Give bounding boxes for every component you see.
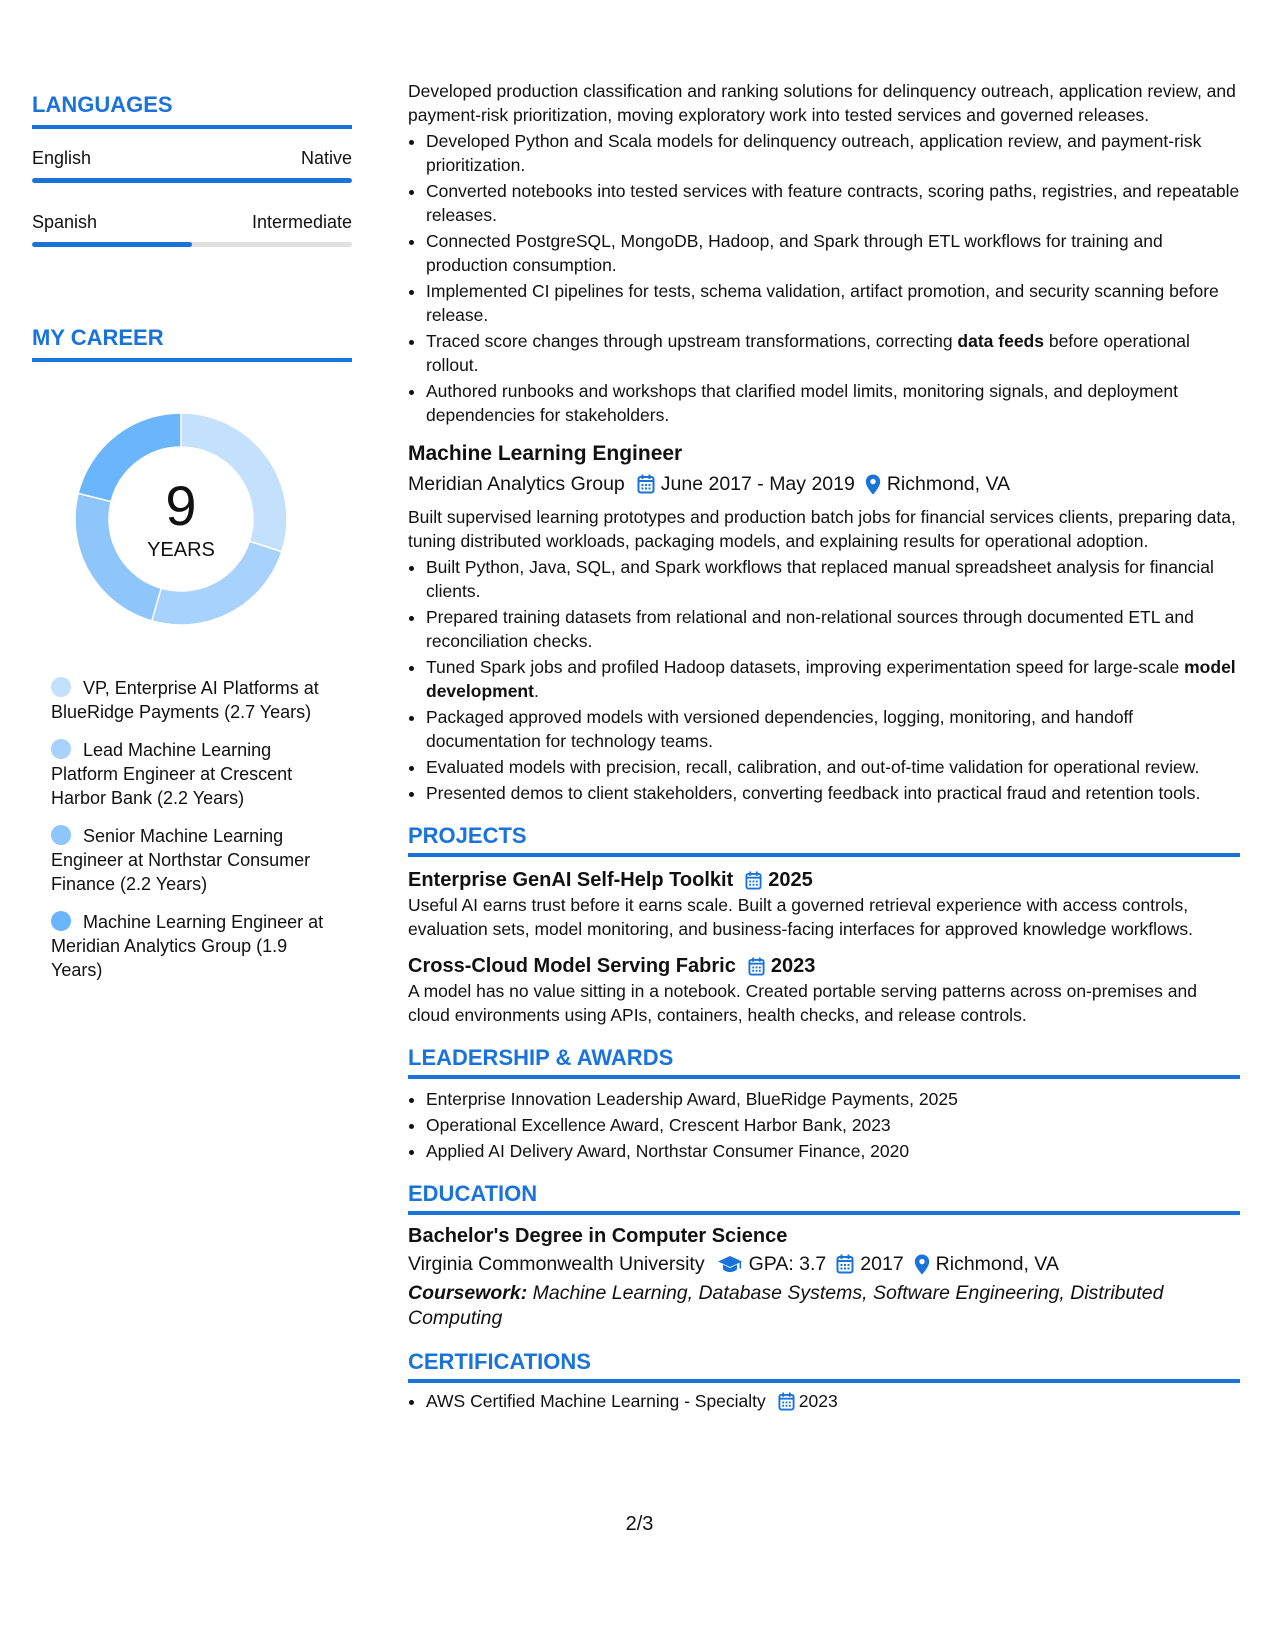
- project-title-row: [408, 867, 1240, 893]
- education-coursework: [408, 1281, 1240, 1331]
- career-legend-item: [51, 676, 326, 724]
- job-location: Richmond, VA: [886, 473, 1011, 495]
- job-company: Meridian Analytics Group: [408, 473, 625, 495]
- language-level: Intermediate: [251, 212, 352, 232]
- certifications-title: CERTIFICATIONS: [408, 1349, 1240, 1383]
- project-name: Enterprise GenAI Self-Help Toolkit: [408, 869, 734, 891]
- language-proficiency-fill: [32, 178, 352, 183]
- location-pin-icon: [914, 1254, 930, 1275]
- award-item: • Enterprise Innovation Leadership Award, BlueRidge Payments, 2025: [426, 1087, 1240, 1111]
- bullet-item: [426, 555, 1240, 603]
- project-title-row: [408, 953, 1240, 979]
- language-proficiency-bar: [32, 178, 352, 183]
- project-year: 2023: [770, 955, 816, 977]
- language-name: Spanish: [32, 212, 98, 232]
- donut-center: [66, 476, 296, 562]
- education-meta: [408, 1251, 1240, 1277]
- location-pin-icon: [865, 474, 881, 495]
- certification-name: • AWS Certified Machine Learning - Specialty: [426, 1391, 766, 1411]
- bullet-item: [426, 129, 1240, 177]
- bullet-text: .: [533, 681, 539, 701]
- education-location: Richmond, VA: [935, 1253, 1059, 1275]
- bullet-text: Implemented CI pipelines for tests, schema validation, artifact promotion, and security scanning before release.: [426, 281, 1219, 325]
- legend-dot: [51, 825, 71, 845]
- main-content: [408, 79, 1240, 1415]
- language-name: English: [32, 148, 92, 168]
- graduation-cap-icon: [717, 1255, 743, 1273]
- project-year: 2025: [768, 869, 813, 891]
- project-name: Cross-Cloud Model Serving Fabric: [408, 955, 736, 977]
- bullet-keyword: model development: [426, 657, 1236, 701]
- sidebar: [32, 92, 352, 996]
- career-legend-item: [51, 910, 326, 982]
- bullet-text: Presented demos to client stakeholders, converting feedback into practical fraud and retention tools.: [426, 783, 1201, 803]
- legend-dot: [51, 739, 71, 759]
- coursework-list: Machine Learning, Database Systems, Software Engineering, Distributed Computing: [408, 1282, 1164, 1329]
- certification-year: 2023: [798, 1391, 838, 1411]
- certification-row: [426, 1389, 1240, 1413]
- bullet-keyword: data feeds: [957, 331, 1044, 351]
- languages-list: [32, 147, 352, 247]
- legend-label: Machine Learning Engineer at Meridian Analytics Group (1.9 Years): [51, 912, 324, 980]
- language-proficiency-bar: [32, 242, 352, 247]
- education-degree: Bachelor's Degree in Computer Science: [408, 1225, 788, 1247]
- bullet-text: Tuned Spark jobs and profiled Hadoop datasets, improving experimentation speed for large-scale: [426, 657, 1185, 677]
- education-title: EDUCATION: [408, 1181, 1240, 1215]
- legend-dot: [51, 677, 71, 697]
- coursework-label: Coursework:: [408, 1282, 528, 1304]
- career-years-label: YEARS: [147, 539, 215, 561]
- calendar-icon: [748, 957, 765, 976]
- career-legend-item: [51, 824, 326, 896]
- bullet-item: [426, 705, 1240, 753]
- bullet-text: Developed Python and Scala models for delinquency outreach, application review, and payment-risk prioritization.: [426, 131, 1202, 175]
- project-description: Useful AI earns trust before it earns scale. Built a governed retrieval experience with access controls, evaluation sets, model monitoring, and business-facing interfaces for approved knowledge workflows.: [408, 895, 1194, 939]
- job-summary: Built supervised learning prototypes and production batch jobs for financial services clients, preparing data, tuning distributed workloads, packaging models, and explaining results for operational adoption.: [408, 507, 1236, 551]
- career-title: MY CAREER: [32, 325, 352, 362]
- page-number: [0, 1513, 1275, 1536]
- bullet-item: [426, 329, 1240, 377]
- bullet-item: [426, 781, 1240, 805]
- calendar-icon: [745, 871, 762, 890]
- language-row: [32, 147, 352, 169]
- certification-item: [426, 1389, 1240, 1413]
- bullet-item: [426, 755, 1240, 779]
- projects-list: [408, 867, 1240, 1027]
- job-dates: June 2017 - May 2019: [660, 473, 855, 495]
- bullet-item: [426, 229, 1240, 277]
- certifications-list: [408, 1389, 1240, 1413]
- bullet-item: [426, 179, 1240, 227]
- bullet-item: [426, 605, 1240, 653]
- bullet-text: Prepared training datasets from relational and non-relational sources through documented ETL and reconciliation checks.: [426, 607, 1194, 651]
- bullet-item: [426, 379, 1240, 427]
- bullet-text: Traced score changes through upstream transformations, correcting: [426, 331, 958, 351]
- bullet-text: Connected PostgreSQL, MongoDB, Hadoop, and Spark through ETL workflows for training and production consumption.: [426, 231, 1163, 275]
- prev-job-bullets: [408, 129, 1240, 427]
- languages-title: LANGUAGES: [32, 92, 352, 129]
- career-donut-chart: [66, 404, 296, 634]
- job-bullets: [408, 555, 1240, 805]
- legend-label: Lead Machine Learning Platform Engineer at Crescent Harbor Bank (2.2 Years): [51, 740, 293, 808]
- language-level: Native: [300, 148, 352, 168]
- project-description: A model has no value sitting in a notebook. Created portable serving patterns across on-premises and cloud environments using APIs, containers, health checks, and release controls.: [408, 981, 1197, 1025]
- education-school: Virginia Commonwealth University: [408, 1253, 705, 1275]
- legend-label: Senior Machine Learning Engineer at Northstar Consumer Finance (2.2 Years): [51, 826, 311, 894]
- bullet-text: Converted notebooks into tested services with feature contracts, scoring paths, registries, and repeatable releases.: [426, 181, 1240, 225]
- bullet-text: before operational rollout.: [426, 331, 1190, 375]
- bullet-text: Packaged approved models with versioned dependencies, logging, monitoring, and handoff documentation for technology teams.: [426, 707, 1133, 751]
- language-proficiency-fill: [32, 242, 192, 247]
- career-legend: [51, 676, 326, 982]
- projects-title: PROJECTS: [408, 823, 1240, 857]
- award-item: • Applied AI Delivery Award, Northstar Consumer Finance, 2020: [426, 1139, 1240, 1163]
- career-total-years: 9: [165, 474, 197, 537]
- education-gpa: GPA: 3.7: [748, 1253, 827, 1275]
- bullet-text: Built Python, Java, SQL, and Spark workflows that replaced manual spreadsheet analysis for financial clients.: [426, 557, 1214, 601]
- award-item: • Operational Excellence Award, Crescent Harbor Bank, 2023: [426, 1113, 1240, 1137]
- legend-dot: [51, 911, 71, 931]
- awards-list: [408, 1087, 1240, 1163]
- education-year: 2017: [860, 1253, 904, 1275]
- calendar-icon: [778, 1392, 795, 1411]
- job-meta: [408, 471, 1240, 497]
- bullet-text: Authored runbooks and workshops that clarified model limits, monitoring signals, and deployment dependencies for stakeholders.: [426, 381, 1178, 425]
- job-title: Machine Learning Engineer: [408, 442, 683, 465]
- bullet-item: [426, 279, 1240, 327]
- calendar-icon: [836, 1254, 854, 1274]
- page-number-text: 2/3: [625, 1513, 654, 1535]
- career-legend-item: [51, 738, 326, 810]
- awards-title: LEADERSHIP & AWARDS: [408, 1045, 1240, 1079]
- language-row: [32, 211, 352, 233]
- prev-job-summary: Developed production classification and ranking solutions for delinquency outreach, application review, and payment-risk prioritization, moving exploratory work into tested services and governed releases.: [408, 81, 1236, 125]
- bullet-text: Evaluated models with precision, recall, calibration, and out-of-time validation for operational review.: [426, 757, 1200, 777]
- calendar-icon: [637, 474, 655, 494]
- legend-label: VP, Enterprise AI Platforms at BlueRidge Payments (2.7 Years): [51, 678, 319, 722]
- bullet-item: [426, 655, 1240, 703]
